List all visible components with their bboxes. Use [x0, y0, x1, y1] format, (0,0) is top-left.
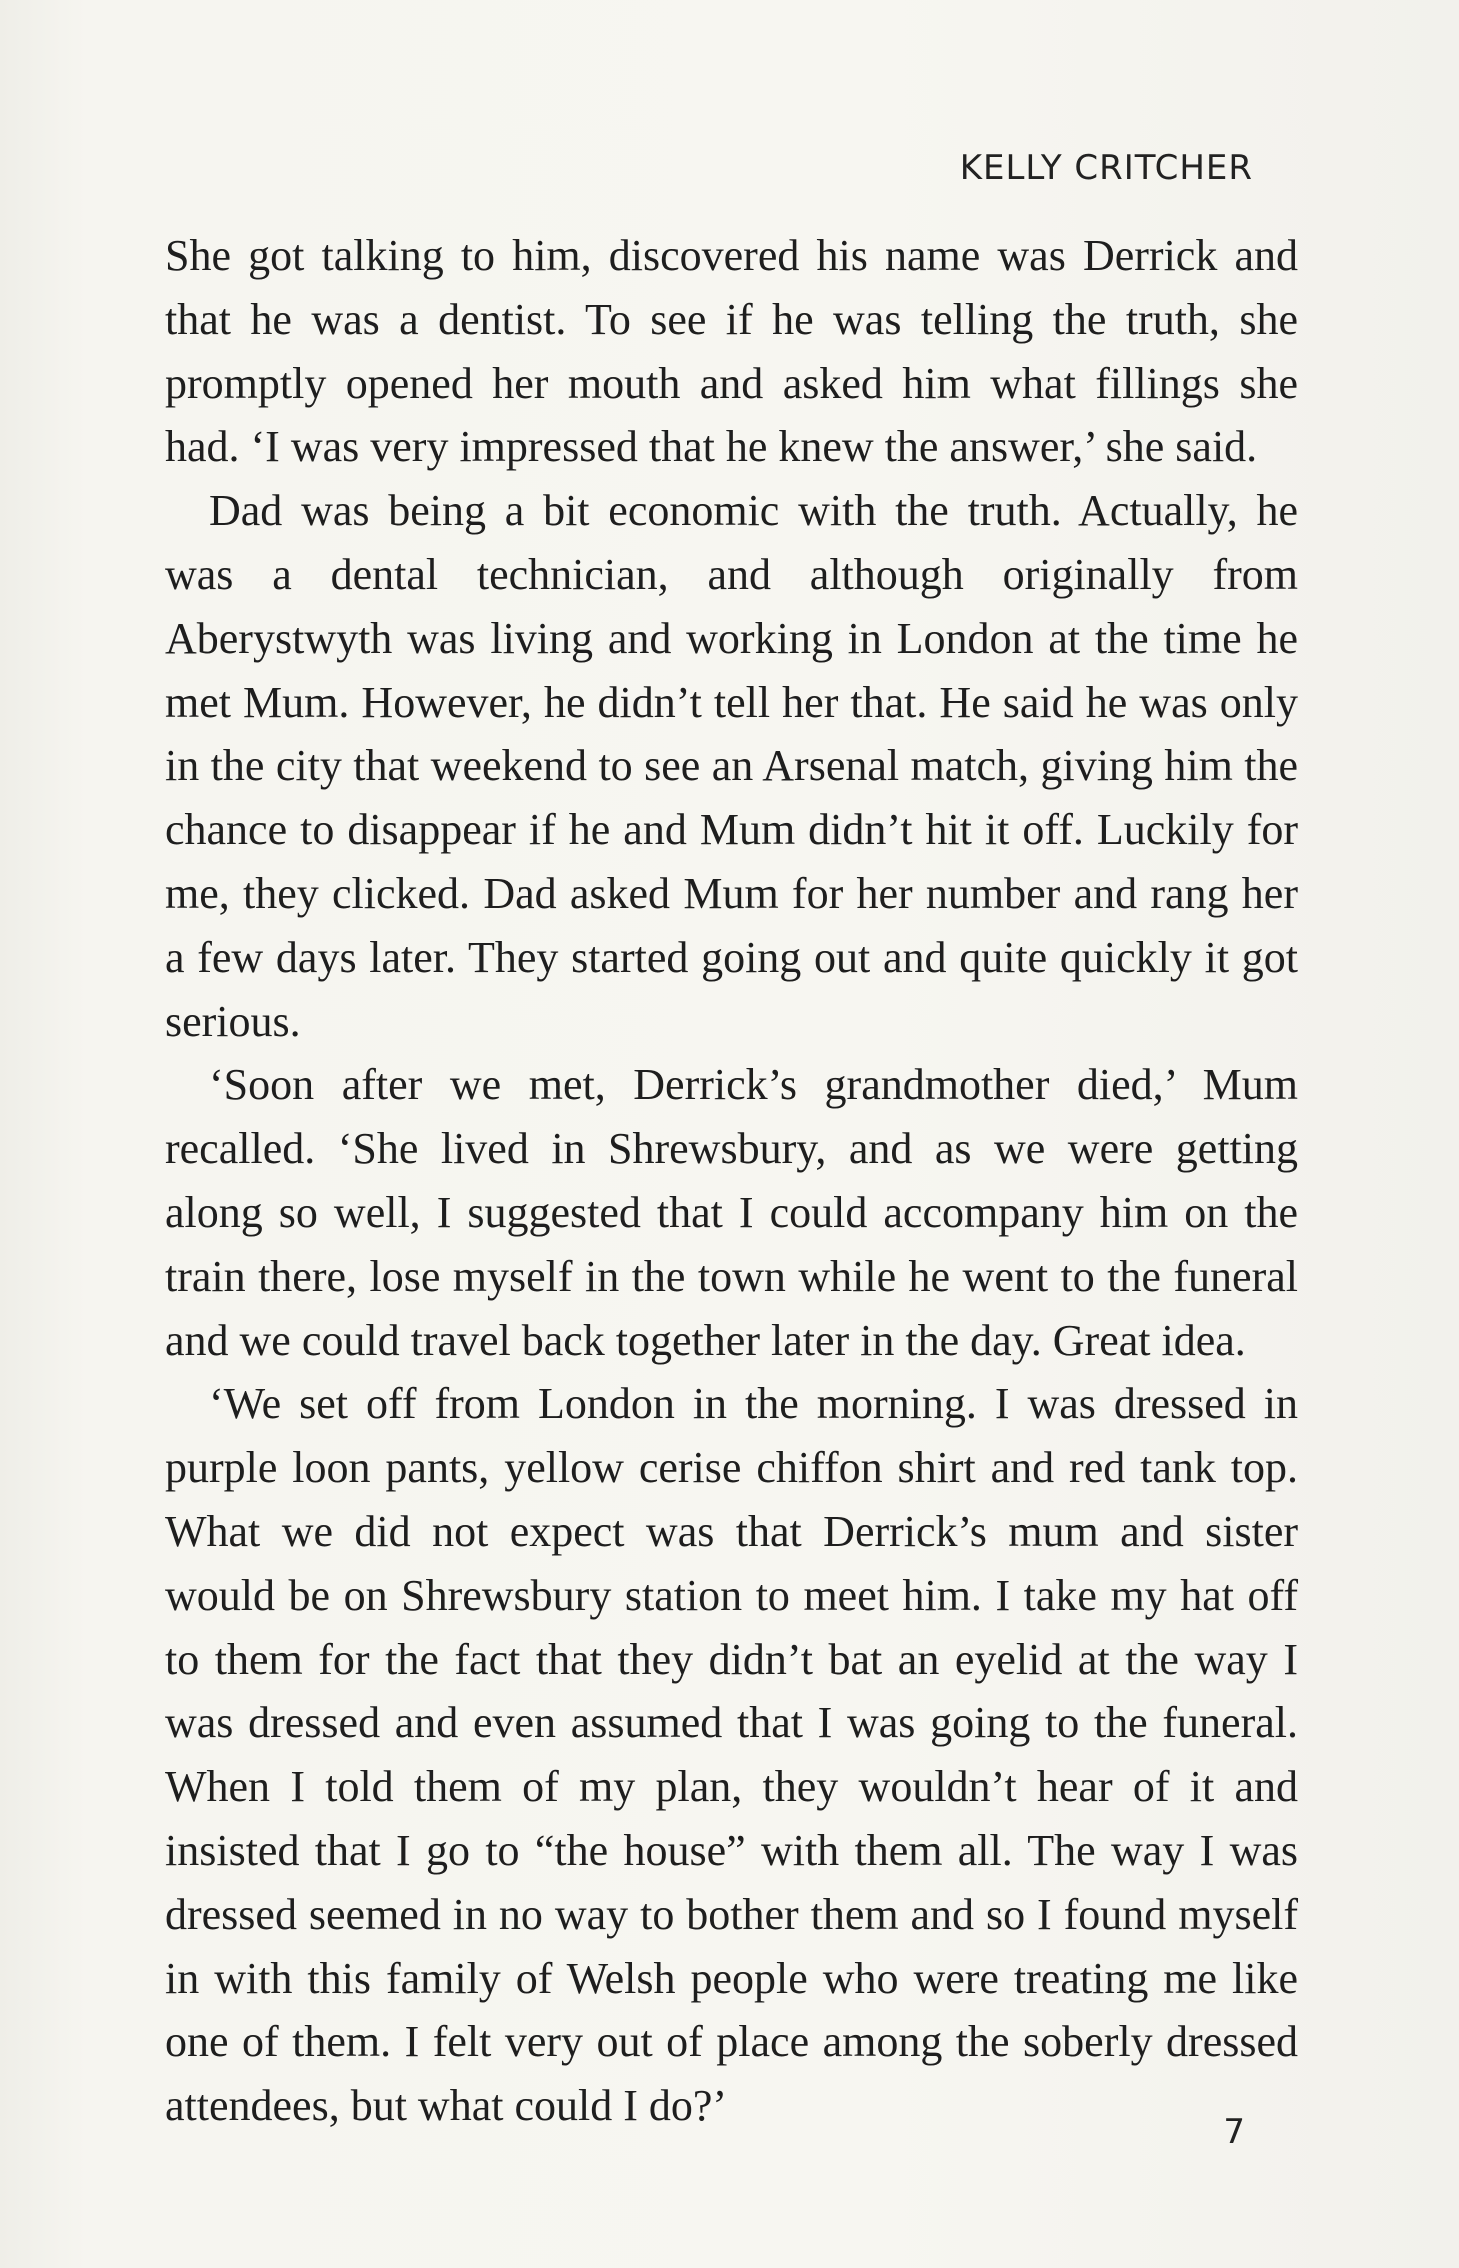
body-text	[165, 224, 1298, 2138]
paragraph: ‘Soon after we met, Derrick’s grandmother died,’ Mum recalled. ‘She lived in Shrewsbury, and as we were getting along so well, I suggested that I could accompany him on the train there, lose myself in the town while he went to the funeral and we could travel back together later in the day. Great idea.	[165, 1060, 1298, 1365]
page-number: 7	[1223, 2112, 1245, 2152]
running-head: KELLY CRITCHER	[959, 148, 1253, 188]
paragraph: ‘We set off from London in the morning. I was dressed in purple loon pants, yellow cerise chiffon shirt and red tank top. What we did not expect was that Derrick’s mum and sister would be on Shrewsbury station to meet him. I take my hat off to them for the fact that they didn’t bat an eyelid at the way I was dressed and even assumed that I was going to the funeral. When I told them of my plan, they wouldn’t hear of it and insisted that I go to “the house” with them all. The way I was dressed seemed in no way to bother them and so I found myself in with this family of Welsh people who were treating me like one of them. I felt very out of place among the soberly dressed attendees, but what could I do?’	[165, 1379, 1298, 2131]
paragraph: Dad was being a bit economic with the truth. Actually, he was a dental technician, and although originally from Aberystwyth was living and working in London at the time he met Mum. However, he didn’t tell her that. He said he was only in the city that weekend to see an Arsenal match, giving him the chance to disappear if he and Mum didn’t hit it off. Luckily for me, they clicked. Dad asked Mum for her number and rang her a few days later. They started going out and quite quickly it got serious.	[165, 486, 1298, 1046]
paragraph: She got talking to him, discovered his name was Derrick and that he was a dentist. To see if he was telling the truth, she promptly opened her mouth and asked him what fillings she had. ‘I was very impressed that he knew the answer,’ she said.	[165, 231, 1298, 472]
